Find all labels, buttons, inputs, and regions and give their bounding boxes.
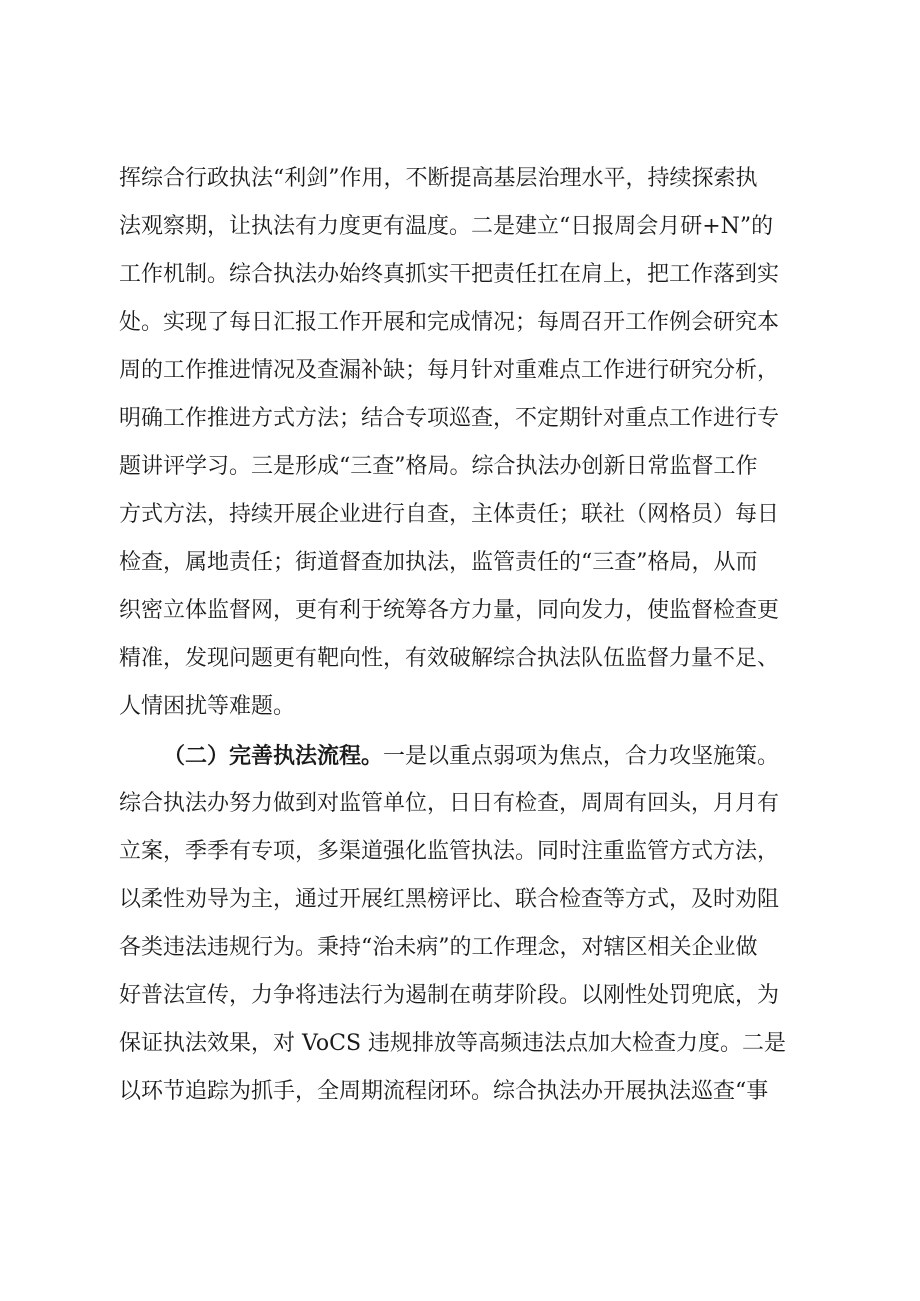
paragraph-2-line: 以柔性劝导为主，通过开展红黑榜评比、联合检查等方式，及时劝阻 [119,887,780,912]
paragraph-1-line: 人情困扰等难题。 [119,694,296,719]
paragraph-2-line: 保证执法效果，对 VoCS 违规排放等高频违法点加大检查力度。二是 [119,1031,787,1056]
paragraph-1-line: 检查，属地责任；街道督查加执法，监管责任的“三查”格局，从而 [119,550,758,575]
paragraph-1-line: 精准，发现问题更有靶向性，有效破解综合执法队伍监督力量不足、 [119,646,780,671]
paragraph-2-line: 以环节追踪为抓手，全周期流程闭环。综合执法办开展执法巡查“事 [119,1079,769,1104]
paragraph-1-line: 明确工作推进方式方法；结合专项巡查，不定期针对重点工作进行专 [119,406,780,431]
paragraph-2-line: 立案，季季有专项，多渠道强化监管执法。同时注重监管方式方法， [119,839,780,864]
paragraph-1-line: 工作机制。综合执法办始终真抓实干把责任扛在肩上，把工作落到实 [119,262,780,287]
paragraph-1-line: 方式方法，持续开展企业进行自查，主体责任；联社（网格员）每日 [119,502,780,527]
paragraph-2-line: 各类违法违规行为。秉持“治未病”的工作理念，对辖区相关企业做 [119,935,758,960]
paragraph-1-line: 织密立体监督网，更有利于统筹各方力量，同向发力，使监督检查更 [119,598,780,623]
paragraph-1-line: 处。实现了每日汇报工作开展和完成情况；每周召开工作例会研究本 [119,310,780,335]
paragraph-1-line: 法观察期，让执法有力度更有温度。二是建立“日报周会月研+N”的 [119,214,774,239]
paragraph-2-first-line [119,741,819,771]
paragraph-2-line: 好普法宣传，力争将违法行为遏制在萌芽阶段。以刚性处罚兜底，为 [119,983,780,1008]
section-heading: （二）完善执法流程。 [163,743,384,769]
paragraph-1-line: 挥综合行政执法“利剑”作用，不断提高基层治理水平，持续探索执 [119,166,758,191]
paragraph-2-first-line-text: 一是以重点弱项为焦点，合力攻坚施策。 [383,744,780,769]
paragraph-1-line: 周的工作推进情况及查漏补缺；每月针对重难点工作进行研究分析， [119,358,780,383]
paragraph-1-line: 题讲评学习。三是形成“三查”格局。综合执法办创新日常监督工作 [119,454,758,479]
paragraph-2-line: 综合执法办努力做到对监管单位，日日有检查，周周有回头，月月有 [119,791,780,816]
